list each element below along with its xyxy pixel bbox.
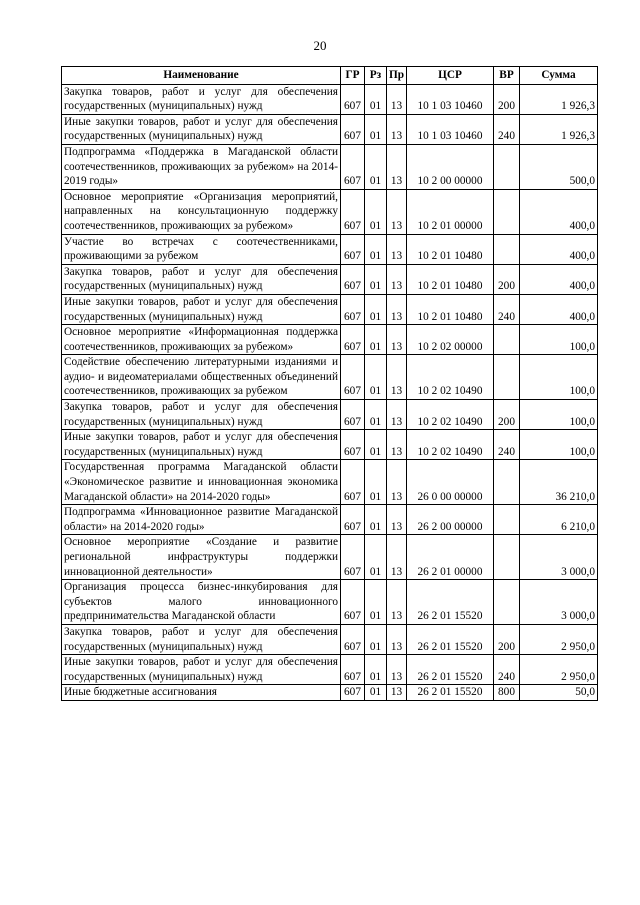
cell-sum: 1 926,3 — [520, 84, 598, 114]
table-row — [62, 624, 598, 654]
cell-name: Государственная программа Магаданской области «Экономическое развитие и инновационная экономика Магаданской области» на 2014-2020 годы» — [62, 460, 341, 505]
cell-rz: 01 — [365, 655, 387, 685]
cell-rz: 01 — [365, 144, 387, 189]
cell-csr: 10 2 01 10480 — [407, 264, 494, 294]
cell-name: Основное мероприятие «Информационная поддержка соотечественников, проживающих за рубежом» — [62, 325, 341, 355]
cell-vr — [494, 580, 520, 625]
cell-name: Участие во встречах с соотечественниками, проживающими за рубежом — [62, 234, 341, 264]
cell-gr: 607 — [341, 655, 365, 685]
table-row — [62, 84, 598, 114]
cell-name: Подпрограмма «Инновационное развитие Магаданской области» на 2014-2020 годы» — [62, 505, 341, 535]
cell-name: Закупка товаров, работ и услуг для обеспечения государственных (муниципальных) нужд — [62, 400, 341, 430]
cell-sum: 1 926,3 — [520, 114, 598, 144]
cell-sum: 2 950,0 — [520, 655, 598, 685]
cell-pr: 13 — [387, 189, 407, 234]
cell-vr: 200 — [494, 400, 520, 430]
table-row — [62, 580, 598, 625]
cell-gr: 607 — [341, 580, 365, 625]
cell-rz: 01 — [365, 624, 387, 654]
cell-pr: 13 — [387, 655, 407, 685]
cell-name: Основное мероприятие «Создание и развитие региональной инфраструктуры поддержки инновационной деятельности» — [62, 535, 341, 580]
cell-sum: 400,0 — [520, 264, 598, 294]
cell-csr: 10 1 03 10460 — [407, 114, 494, 144]
cell-gr: 607 — [341, 189, 365, 234]
header-vr: ВР — [494, 67, 520, 85]
cell-rz: 01 — [365, 189, 387, 234]
cell-name: Иные закупки товаров, работ и услуг для обеспечения государственных (муниципальных) нужд — [62, 114, 341, 144]
table-row — [62, 294, 598, 324]
table-row — [62, 685, 598, 701]
cell-name: Иные закупки товаров, работ и услуг для обеспечения государственных (муниципальных) нужд — [62, 655, 341, 685]
cell-sum: 3 000,0 — [520, 535, 598, 580]
cell-csr: 10 2 02 10490 — [407, 430, 494, 460]
cell-csr: 10 2 01 10480 — [407, 294, 494, 324]
cell-gr: 607 — [341, 624, 365, 654]
cell-rz: 01 — [365, 460, 387, 505]
cell-vr: 240 — [494, 114, 520, 144]
table-row — [62, 189, 598, 234]
cell-gr: 607 — [341, 294, 365, 324]
cell-pr: 13 — [387, 144, 407, 189]
cell-sum: 3 000,0 — [520, 580, 598, 625]
cell-pr: 13 — [387, 294, 407, 324]
table-row — [62, 535, 598, 580]
cell-csr: 26 2 01 15520 — [407, 624, 494, 654]
cell-gr: 607 — [341, 505, 365, 535]
cell-sum: 400,0 — [520, 294, 598, 324]
cell-gr: 607 — [341, 460, 365, 505]
cell-name: Закупка товаров, работ и услуг для обеспечения государственных (муниципальных) нужд — [62, 264, 341, 294]
cell-vr: 240 — [494, 430, 520, 460]
table-row — [62, 430, 598, 460]
cell-sum: 400,0 — [520, 189, 598, 234]
cell-vr: 200 — [494, 264, 520, 294]
cell-vr: 200 — [494, 84, 520, 114]
cell-pr: 13 — [387, 400, 407, 430]
cell-csr: 26 2 01 15520 — [407, 580, 494, 625]
cell-vr — [494, 189, 520, 234]
cell-name: Организация процесса бизнес-инкубирования для субъектов малого инновационного предпринимательства Магаданской области — [62, 580, 341, 625]
cell-rz: 01 — [365, 430, 387, 460]
cell-vr — [494, 505, 520, 535]
cell-vr — [494, 535, 520, 580]
cell-vr: 240 — [494, 655, 520, 685]
header-csr: ЦСР — [407, 67, 494, 85]
cell-gr: 607 — [341, 264, 365, 294]
cell-rz: 01 — [365, 355, 387, 400]
cell-gr: 607 — [341, 355, 365, 400]
cell-csr: 26 0 00 00000 — [407, 460, 494, 505]
cell-rz: 01 — [365, 264, 387, 294]
budget-table — [61, 66, 598, 701]
cell-rz: 01 — [365, 234, 387, 264]
table-row — [62, 460, 598, 505]
cell-csr: 26 2 00 00000 — [407, 505, 494, 535]
table-row — [62, 655, 598, 685]
table-header-row — [62, 67, 598, 85]
table-row — [62, 234, 598, 264]
cell-pr: 13 — [387, 580, 407, 625]
cell-csr: 10 2 01 10480 — [407, 234, 494, 264]
cell-csr: 26 2 01 00000 — [407, 535, 494, 580]
cell-csr: 10 2 00 00000 — [407, 144, 494, 189]
table-row — [62, 144, 598, 189]
cell-csr: 26 2 01 15520 — [407, 655, 494, 685]
cell-rz: 01 — [365, 325, 387, 355]
table-row — [62, 264, 598, 294]
header-sum: Сумма — [520, 67, 598, 85]
cell-name: Иные бюджетные ассигнования — [62, 685, 341, 701]
cell-sum: 100,0 — [520, 355, 598, 400]
cell-pr: 13 — [387, 234, 407, 264]
cell-csr: 10 2 01 00000 — [407, 189, 494, 234]
table-row — [62, 505, 598, 535]
cell-gr: 607 — [341, 234, 365, 264]
page-number: 20 — [313, 38, 327, 53]
cell-gr: 607 — [341, 325, 365, 355]
cell-pr: 13 — [387, 460, 407, 505]
header-name: Наименование — [62, 67, 341, 85]
table-row — [62, 325, 598, 355]
cell-pr: 13 — [387, 535, 407, 580]
header-rz: Рз — [365, 67, 387, 85]
cell-rz: 01 — [365, 505, 387, 535]
cell-pr: 13 — [387, 114, 407, 144]
cell-sum: 2 950,0 — [520, 624, 598, 654]
cell-pr: 13 — [387, 84, 407, 114]
cell-rz: 01 — [365, 685, 387, 701]
cell-vr — [494, 460, 520, 505]
table-row — [62, 400, 598, 430]
cell-sum: 400,0 — [520, 234, 598, 264]
cell-vr: 240 — [494, 294, 520, 324]
cell-rz: 01 — [365, 84, 387, 114]
cell-gr: 607 — [341, 114, 365, 144]
header-gr: ГР — [341, 67, 365, 85]
cell-pr: 13 — [387, 355, 407, 400]
cell-pr: 13 — [387, 430, 407, 460]
cell-gr: 607 — [341, 430, 365, 460]
cell-sum: 36 210,0 — [520, 460, 598, 505]
cell-pr: 13 — [387, 505, 407, 535]
cell-csr: 10 2 02 00000 — [407, 325, 494, 355]
cell-vr: 800 — [494, 685, 520, 701]
cell-rz: 01 — [365, 535, 387, 580]
cell-name: Подпрограмма «Поддержка в Магаданской области соотечественников, проживающих за рубежом» на 2014-2019 годы» — [62, 144, 341, 189]
cell-name: Основное мероприятие «Организация мероприятий, направленных на консультационную поддержку соотечественников, проживающих за рубежом» — [62, 189, 341, 234]
table-row — [62, 355, 598, 400]
cell-rz: 01 — [365, 114, 387, 144]
cell-gr: 607 — [341, 84, 365, 114]
cell-vr — [494, 144, 520, 189]
cell-csr: 10 1 03 10460 — [407, 84, 494, 114]
cell-gr: 607 — [341, 144, 365, 189]
cell-name: Иные закупки товаров, работ и услуг для обеспечения государственных (муниципальных) нужд — [62, 430, 341, 460]
cell-vr — [494, 355, 520, 400]
cell-name: Иные закупки товаров, работ и услуг для обеспечения государственных (муниципальных) нужд — [62, 294, 341, 324]
cell-vr — [494, 234, 520, 264]
cell-csr: 26 2 01 15520 — [407, 685, 494, 701]
cell-sum: 6 210,0 — [520, 505, 598, 535]
cell-sum: 500,0 — [520, 144, 598, 189]
cell-rz: 01 — [365, 294, 387, 324]
cell-gr: 607 — [341, 400, 365, 430]
cell-rz: 01 — [365, 580, 387, 625]
cell-csr: 10 2 02 10490 — [407, 355, 494, 400]
header-pr: Пр — [387, 67, 407, 85]
cell-pr: 13 — [387, 264, 407, 294]
cell-pr: 13 — [387, 624, 407, 654]
cell-pr: 13 — [387, 685, 407, 701]
cell-sum: 100,0 — [520, 325, 598, 355]
table-row — [62, 114, 598, 144]
cell-name: Закупка товаров, работ и услуг для обеспечения государственных (муниципальных) нужд — [62, 624, 341, 654]
cell-name: Закупка товаров, работ и услуг для обеспечения государственных (муниципальных) нужд — [62, 84, 341, 114]
cell-vr: 200 — [494, 624, 520, 654]
cell-pr: 13 — [387, 325, 407, 355]
cell-sum: 100,0 — [520, 430, 598, 460]
cell-sum: 50,0 — [520, 685, 598, 701]
cell-gr: 607 — [341, 535, 365, 580]
cell-sum: 100,0 — [520, 400, 598, 430]
cell-vr — [494, 325, 520, 355]
cell-gr: 607 — [341, 685, 365, 701]
cell-rz: 01 — [365, 400, 387, 430]
cell-csr: 10 2 02 10490 — [407, 400, 494, 430]
cell-name: Содействие обеспечению литературными изданиями и аудио- и видеоматериалами общественных объединений соотечественников, проживающих за рубежом — [62, 355, 341, 400]
